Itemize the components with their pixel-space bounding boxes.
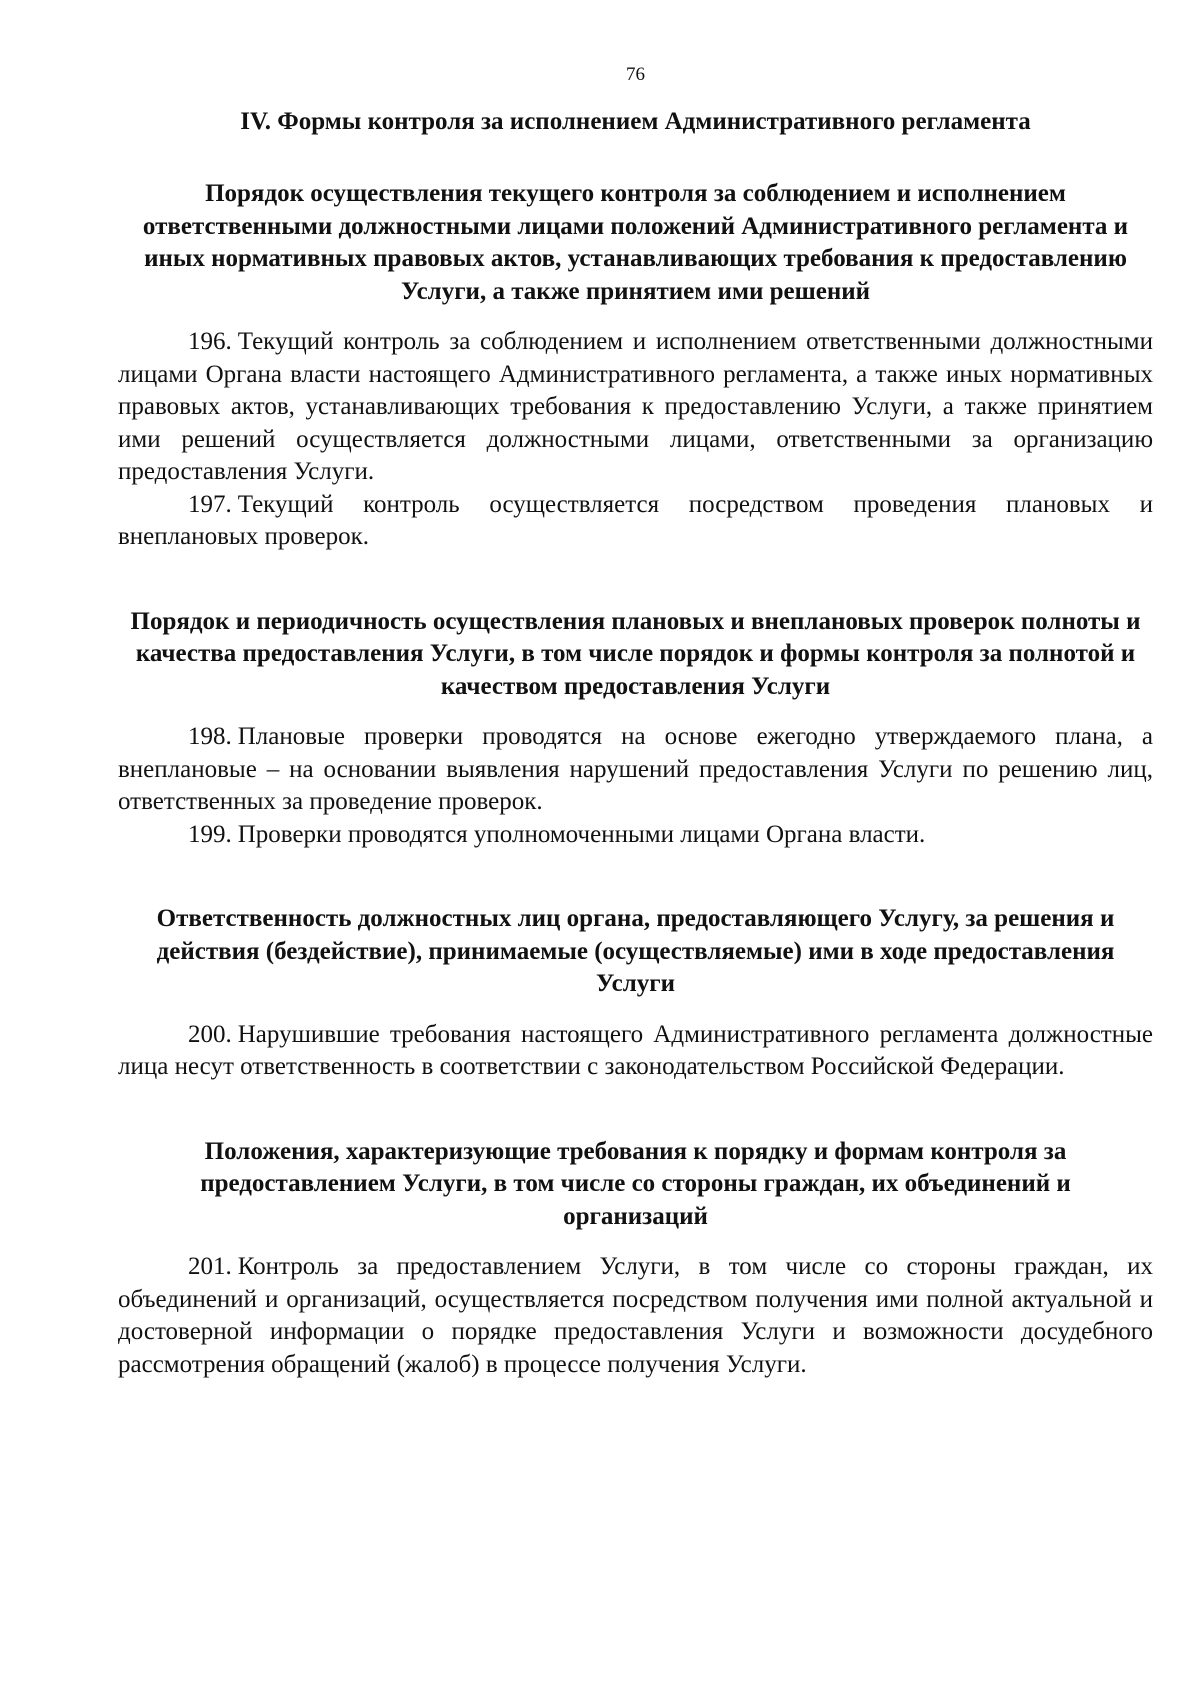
- section-heading: Порядок и периодичность осуществления плановых и внеплановых проверок полноты и качества предоставления Услуги, в том числе порядок и формы контроля за полнотой и качеством предоставления Услуги: [130, 607, 1141, 700]
- paragraph-text: Текущий контроль осуществляется посредством проведения плановых и внеплановых проверок.: [118, 490, 1153, 550]
- section-control-provisions: [118, 1136, 1153, 1382]
- paragraph-text: Текущий контроль за соблюдением и исполнением ответственными должностными лицами Органа власти настоящего Административного регламента, а также иных нормативных правовых актов, устанавливающих требования к предоставлению Услуги, а также принятием ими решений осуществляется должностными лицами, ответственными за организацию предоставления Услуги.: [118, 328, 1153, 485]
- paragraph-number: 201.: [188, 1253, 232, 1280]
- paragraph-number: 197.: [188, 490, 232, 518]
- paragraph-196: [118, 326, 1153, 489]
- section-current-control: [118, 178, 1153, 554]
- paragraph-number: 199.: [188, 820, 232, 848]
- paragraph-text: Проверки проводятся уполномоченными лицами Органа власти.: [237, 820, 926, 848]
- paragraph-199: [118, 819, 1153, 852]
- section-responsibility: [118, 903, 1153, 1084]
- paragraph-number: 200.: [188, 1020, 232, 1048]
- document-page: [118, 62, 1153, 1381]
- paragraph-text: Плановые проверки проводятся на основе ежегодно утверждаемого плана, а внеплановые – на основании выявления нарушений предоставления Услуги по решению лиц, ответственных за проведение проверок.: [118, 723, 1153, 815]
- paragraph-text: Нарушившие требования настоящего Административного регламента должностные лица несут ответственность в соответствии с законодательством Российской Федерации.: [118, 1020, 1153, 1080]
- paragraph-number: 196.: [188, 328, 232, 355]
- section-heading: Положения, характеризующие требования к порядку и формам контроля за предоставлением Услуги, в том числе со стороны граждан, их объединений и организаций: [200, 1137, 1071, 1230]
- paragraph-197: [118, 489, 1153, 554]
- section-heading: Порядок осуществления текущего контроля за соблюдением и исполнением ответственными должностными лицами положений Административного регламента и иных нормативных правовых актов, устанавливающих требования к предоставлению Услуги, а также принятием ими решений: [142, 180, 1129, 305]
- page-number: 76: [626, 64, 645, 85]
- paragraph-198: [118, 721, 1153, 819]
- chapter-title: IV. Формы контроля за исполнением Административного регламента: [240, 108, 1031, 135]
- paragraph-text: Контроль за предоставлением Услуги, в том числе со стороны граждан, их объединений и организаций, осуществляется посредством получения ими полной актуальной и достоверной информации о порядке предоставления Услуги и возможности досудебного рассмотрения обращений (жалоб) в процессе получения Услуги.: [118, 1253, 1153, 1378]
- paragraph-201: [118, 1251, 1153, 1381]
- section-inspections: [118, 606, 1153, 852]
- paragraph-200: [118, 1019, 1153, 1084]
- section-heading: Ответственность должностных лиц органа, предоставляющего Услугу, за решения и действия (бездействие), принимаемые (осуществляемые) ими в ходе предоставления Услуги: [156, 905, 1115, 997]
- paragraph-number: 198.: [188, 723, 232, 750]
